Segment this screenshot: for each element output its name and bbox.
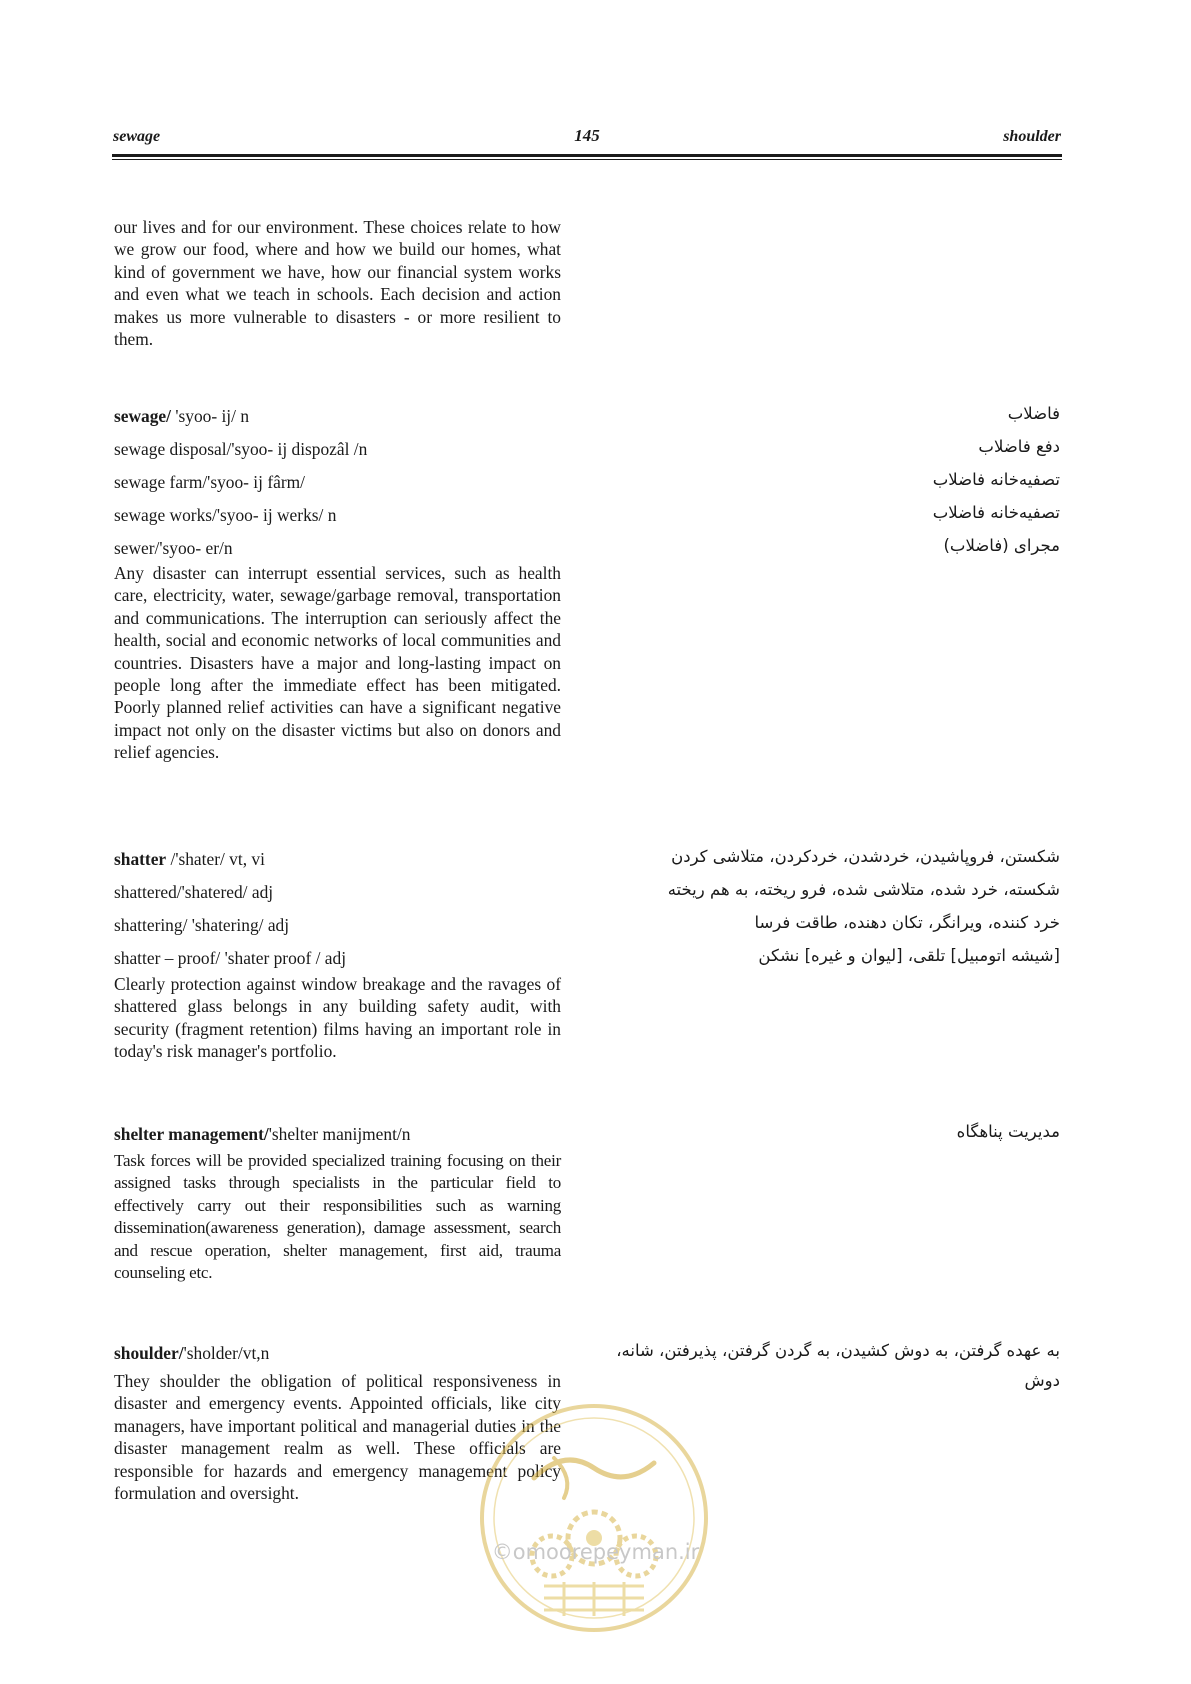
header-right-guide-word: shoulder	[1003, 128, 1061, 145]
entry-sewage-disposal-meaning: دفع فاضلاب	[978, 437, 1060, 456]
entry-headword: sewage/	[114, 406, 171, 426]
entry-headword: shelter management/	[114, 1124, 269, 1144]
entry-shatter-example: Clearly protection against window breakage and the ravages of shattered glass belongs in any building safety audit, with security (fragment retention) films having an important role in today's risk manager's portfolio.	[114, 974, 561, 1062]
entry-sewer: sewer/'syoo- er/n	[114, 538, 233, 558]
entry-shoulder-example: They shoulder the obligation of political responsiveness in disaster and emergency events. Appointed officials, like city managers, have important political and managerial duties in the disaster management realm as well. These officials are responsible for hazards and emergency management policy formulation and oversight.	[114, 1371, 561, 1504]
entry-sewage-meaning: فاضلاب	[1007, 404, 1060, 423]
entry-pronunciation: /'shater/ vt, vi	[166, 849, 265, 869]
header-rule-thin	[112, 159, 1062, 160]
copyright-icon: ©	[491, 1540, 513, 1564]
entry-shatter-headword-line	[114, 848, 265, 870]
entry-shoulder-headword-line	[114, 1342, 269, 1364]
entry-headword: shatter	[114, 849, 167, 869]
entry-shattered-meaning: شکسته، خرد شده، متلاشی شده، فرو ریخته، به هم ریخته	[667, 880, 1060, 899]
entry-shattered: shattered/'shatered/ adj	[114, 882, 274, 902]
entry-sewage-farm: sewage farm/'syoo- ij fârm/	[114, 472, 305, 492]
watermark-stamp	[474, 1398, 714, 1638]
page-header	[113, 128, 1061, 150]
header-left-guide-word: sewage	[113, 128, 161, 145]
entry-sewage-farm-meaning: تصفیه‌خانه فاضلاب	[932, 470, 1060, 489]
entry-shelter-management-headword-line	[114, 1123, 410, 1145]
entry-pronunciation: 'sholder/vt,n	[183, 1343, 270, 1363]
entry-shattering-meaning: خرد کننده، ویرانگر، تکان دهنده، طاقت فرسا	[754, 913, 1060, 932]
page-number: 145	[574, 126, 600, 145]
entry-sewage-example: Any disaster can interrupt essential services, such as health care, electricity, water, sewage/garbage removal, transportation and communications. The interruption can seriously affect the health, social and economic networks of local communities and countries. Disasters have a major and long-lasting impact on people long after the immediate effect has been mitigated. Poorly planned relief activities can have a significant negative impact not only on the disaster victims but also on donors and relief agencies.	[114, 563, 561, 763]
entry-headword: shoulder/	[114, 1343, 184, 1363]
entry-shattering: shattering/ 'shatering/ adj	[114, 915, 290, 935]
watermark-url-text: omoorepeyman.ir	[512, 1540, 700, 1564]
entry-sewage-headword-line	[114, 405, 249, 427]
entry-sewage-disposal: sewage disposal/'syoo- ij dispozâl /n	[114, 439, 368, 459]
entry-sewage-works: sewage works/'syoo- ij werks/ n	[114, 505, 337, 525]
entry-pronunciation: 'shelter manijment/n	[268, 1124, 411, 1144]
entry-pronunciation: 'syoo- ij/ n	[171, 406, 250, 426]
entry-shatter-proof-meaning: [شیشه اتومبیل] تلقی، [لیوان و غیره] نشکن	[758, 946, 1060, 965]
header-rule-thick	[112, 154, 1062, 157]
watermark-url	[0, 1540, 1191, 1564]
entry-sewer-meaning: مجرای (فاضلاب)	[943, 536, 1060, 555]
intro-paragraph: our lives and for our environment. These choices relate to how we grow our food, where and how we build our homes, what kind of government we have, how our financial system works and even what we teach in schools. Each decision and action makes us more vulnerable to disasters - or more resilient to them.	[114, 217, 561, 350]
entry-shelter-management-meaning: مدیریت پناهگاه	[956, 1122, 1060, 1141]
entry-shelter-management-example: Task forces will be provided specialized training focusing on their assigned tasks through specialists in the particular field to effectively carry out their responsibilities such as warning dissemination(awareness generation), damage assessment, search and rescue operation, shelter management, first aid, trauma counseling etc.	[114, 1151, 561, 1283]
entry-shatter-meaning: شکستن، فروپاشیدن، خردشدن، خردکردن، متلاشی کردن	[671, 847, 1060, 866]
entry-shatter-proof: shatter – proof/ 'shater proof / adj	[114, 948, 347, 968]
entry-sewage-works-meaning: تصفیه‌خانه فاضلاب	[932, 503, 1060, 522]
entry-shoulder-meaning: به عهده گرفتن، به دوش کشیدن، به گردن گرفتن، پذیرفتن، شانه، دوش	[616, 1341, 1060, 1390]
